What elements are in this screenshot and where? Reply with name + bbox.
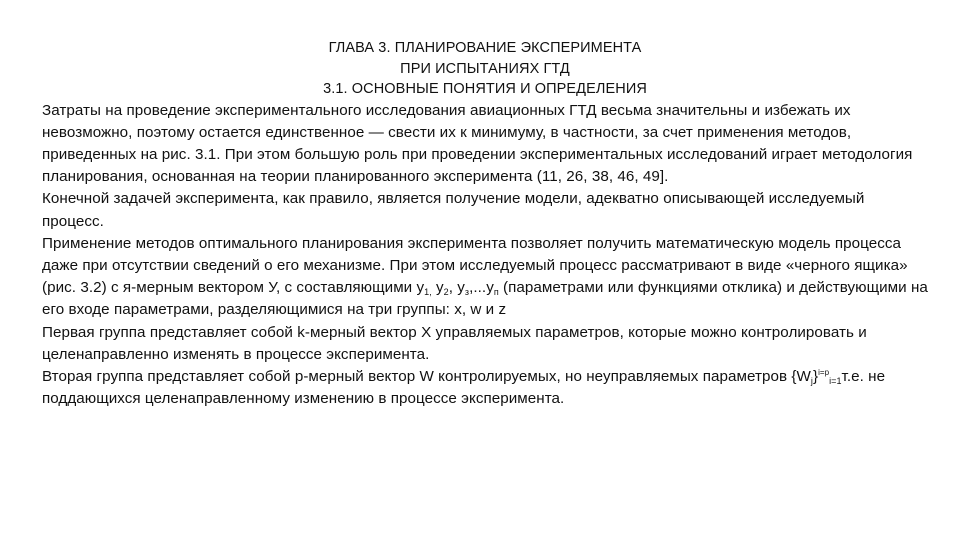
paragraph-5-text-b: } <box>812 367 819 385</box>
paragraph-1: Затраты на проведение экспериментального исследования авиационных ГТД весьма значительны и избежать их невозможно, поэтому остается единственное — свести их к минимуму, в частности, за счет применения методов, приведенных на рис. 3.1. При этом большую роль при проведении экспериментальных исследований играет методология планирования, основанная на теории планированного эксперимента (11, 26, 38, 46, 49]. <box>42 101 913 186</box>
paragraph-5-text-a: Вторая группа представляет собой р-мерный вектор W контролируемых, но неуправляемых параметров {W <box>42 367 811 385</box>
paragraph-3 <box>42 233 928 322</box>
chapter-title-line-2: ПРИ ИСПЫТАНИЯХ ГТД <box>400 60 570 77</box>
subscript-j: j <box>810 375 813 386</box>
paragraph-3-text-a: Применение методов оптимального планирования эксперимента позволяет получить математическую модель процесса даже при отсутствии сведений о его механизме. При этом исследуемый процесс рассматривают в виде «черного ящика» (рис. 3.2) с я-мерным вектором У, с составляющими у <box>42 234 908 297</box>
paragraph-5 <box>42 366 928 410</box>
paragraph-2: Конечной задачей эксперимента, как правило, является получение модели, адекватно описывающей исследуемый процесс. <box>42 190 865 230</box>
superscript-range: i=p <box>818 367 830 377</box>
paragraph-4: Первая группа представляет собой k-мерный вектор X управляемых параметров, которые можно контролировать и целенаправленно изменять в процессе эксперимента. <box>42 323 867 363</box>
section-title: 3.1. ОСНОВНЫЕ ПОНЯТИЯ И ОПРЕДЕЛЕНИЯ <box>323 81 647 97</box>
paragraph-3-text-d: ,...у <box>469 279 494 297</box>
paragraph-3-text-c: , у <box>448 279 465 297</box>
paragraph-3-text-e: (параметрами или функциями отклика) и действующими на его входе параметрами, разделяющимися на три группы: х, w и z <box>42 279 928 319</box>
chapter-heading <box>42 38 928 100</box>
chapter-title-line-1: ГЛАВА 3. ПЛАНИРОВАНИЕ ЭКСПЕРИМЕНТА <box>328 40 642 56</box>
subscript-1: 1, <box>424 287 432 298</box>
subscript-range: i=1 <box>829 375 842 386</box>
slide <box>42 38 928 410</box>
subscript-n: п <box>493 287 499 298</box>
paragraph-3-text-b: у <box>431 279 444 297</box>
subscript-2: 2 <box>443 287 449 298</box>
subscript-3: з <box>464 287 470 298</box>
paragraph-5-text-c: т.е. не поддающихся целенаправленному изменению в процессе эксперимента. <box>42 367 886 408</box>
body-text <box>42 100 928 411</box>
